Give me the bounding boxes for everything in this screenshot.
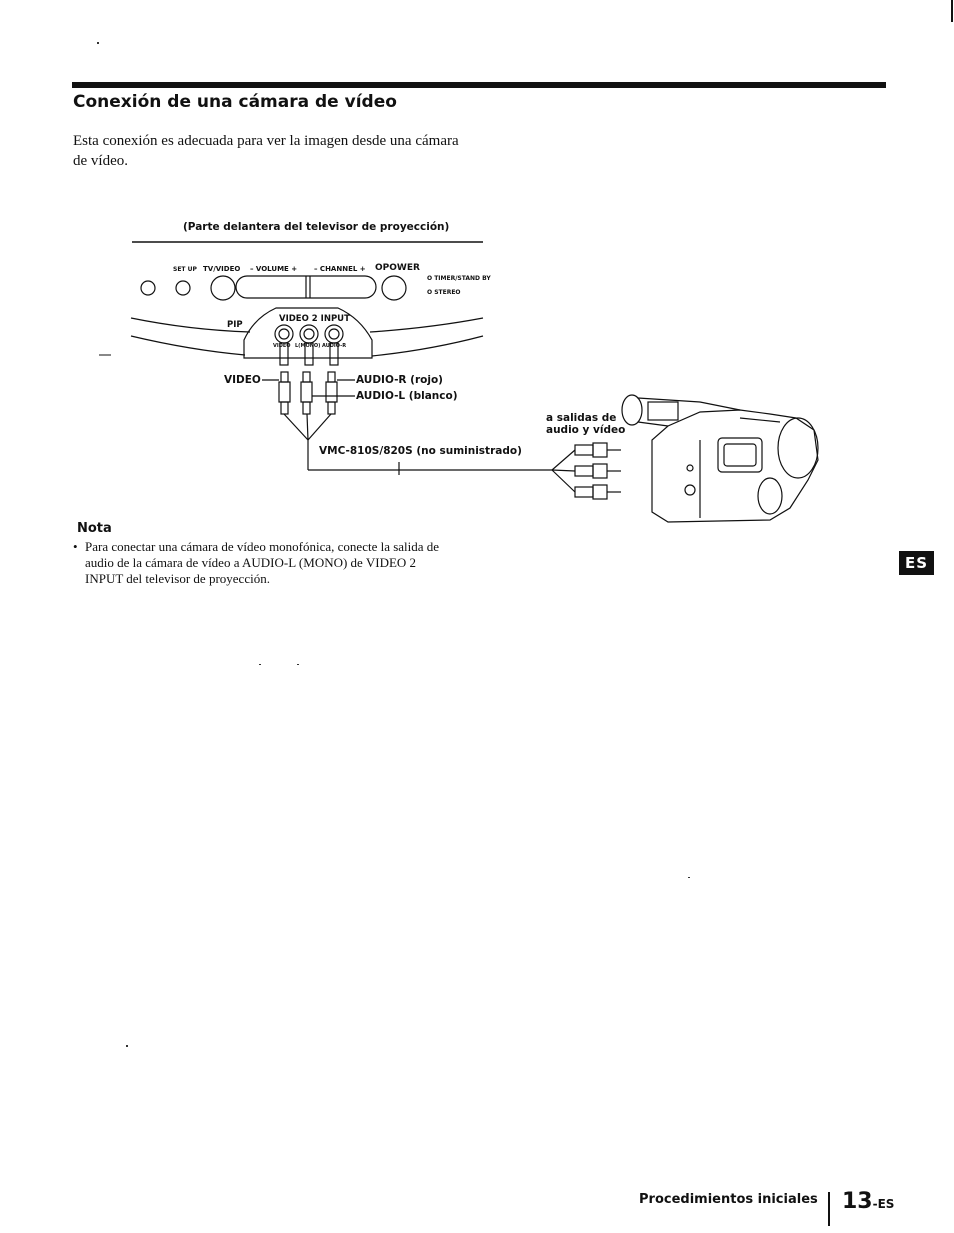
note-bullet: •	[73, 539, 78, 554]
label-audio-l: AUDIO-L (blanco)	[356, 390, 458, 402]
camcorder-illustration	[622, 395, 818, 522]
scan-speck	[688, 877, 690, 878]
note-body	[73, 539, 453, 587]
audio-r-jack	[325, 325, 343, 343]
audio-r-plug-body	[326, 382, 337, 402]
section-title: Conexión de una cámara de vídeo	[73, 92, 397, 112]
label-jack-video: VIDEO	[273, 343, 291, 349]
diagram-caption: (Parte delantera del televisor de proyección)	[183, 221, 450, 233]
video-plug-body	[279, 382, 290, 402]
scan-speck	[259, 664, 261, 665]
video-plug-tip	[281, 372, 288, 382]
audio-r-plug-tip	[328, 372, 335, 382]
label-stereo: O STEREO	[427, 289, 461, 296]
page-number-suffix: -ES	[872, 1197, 895, 1211]
label-camera-outputs-1: a salidas de	[546, 412, 617, 424]
label-channel: – CHANNEL +	[314, 265, 366, 273]
note-text: Para conectar una cámara de vídeo monofónica, conecte la salida de audio de la cámara de vídeo a AUDIO-L (MONO) de VIDEO 2 INPUT del televisor de proyección.	[85, 539, 440, 586]
label-cable-model: VMC-810S/820S (no suministrado)	[319, 445, 522, 457]
label-jack-audio: AUDIO-R	[322, 343, 347, 349]
audio-l-plug-tip	[303, 372, 310, 382]
note-heading: Nota	[77, 521, 112, 536]
label-video-cable: VIDEO	[224, 374, 261, 386]
label-camera-outputs-2: audio y vídeo	[546, 424, 626, 436]
label-setup: SET UP	[173, 266, 197, 273]
language-tab: ES	[899, 551, 934, 575]
audio-l-jack	[300, 325, 318, 343]
cable-video	[284, 414, 308, 440]
label-timer: O TIMER/STAND BY	[427, 275, 491, 282]
label-audio-r: AUDIO-R (rojo)	[356, 374, 443, 386]
footer-section-title: Procedimientos iniciales	[639, 1192, 818, 1207]
cable-split-top	[552, 450, 575, 470]
label-jack-mono: L(MONO)	[295, 343, 321, 349]
camera-plug-3	[575, 487, 593, 497]
intro-paragraph: Esta conexión es adecuada para ver la imagen desde una cámara de vídeo.	[73, 133, 459, 169]
scan-speck	[297, 664, 299, 665]
tvvideo-button	[176, 281, 190, 295]
cable-audio-l	[307, 414, 308, 440]
video-jack	[275, 325, 293, 343]
volume-left-knob	[211, 276, 235, 300]
power-button	[382, 276, 406, 300]
label-video2-input: VIDEO 2 INPUT	[279, 314, 350, 324]
cable-audio-r	[308, 414, 331, 440]
label-pip: PIP	[227, 320, 243, 330]
cable-split-mid	[552, 470, 575, 471]
label-power: OPOWER	[375, 263, 420, 273]
audio-l-plug-body	[301, 382, 312, 402]
label-tvvideo: TV/VIDEO	[203, 265, 241, 273]
scan-speck	[126, 1045, 128, 1047]
label-volume: – VOLUME +	[250, 265, 298, 273]
footer-divider	[828, 1192, 830, 1226]
page-number	[842, 1189, 894, 1214]
panel-curve-top-right	[370, 318, 483, 332]
panel-curve-bottom-left	[131, 336, 245, 355]
page-number-value: 13	[842, 1189, 873, 1214]
camera-plug-1	[575, 445, 593, 455]
cable-split-bottom	[552, 470, 575, 492]
setup-button	[141, 281, 155, 295]
panel-curve-bottom-right	[372, 336, 483, 356]
camera-plug-2	[575, 466, 593, 476]
